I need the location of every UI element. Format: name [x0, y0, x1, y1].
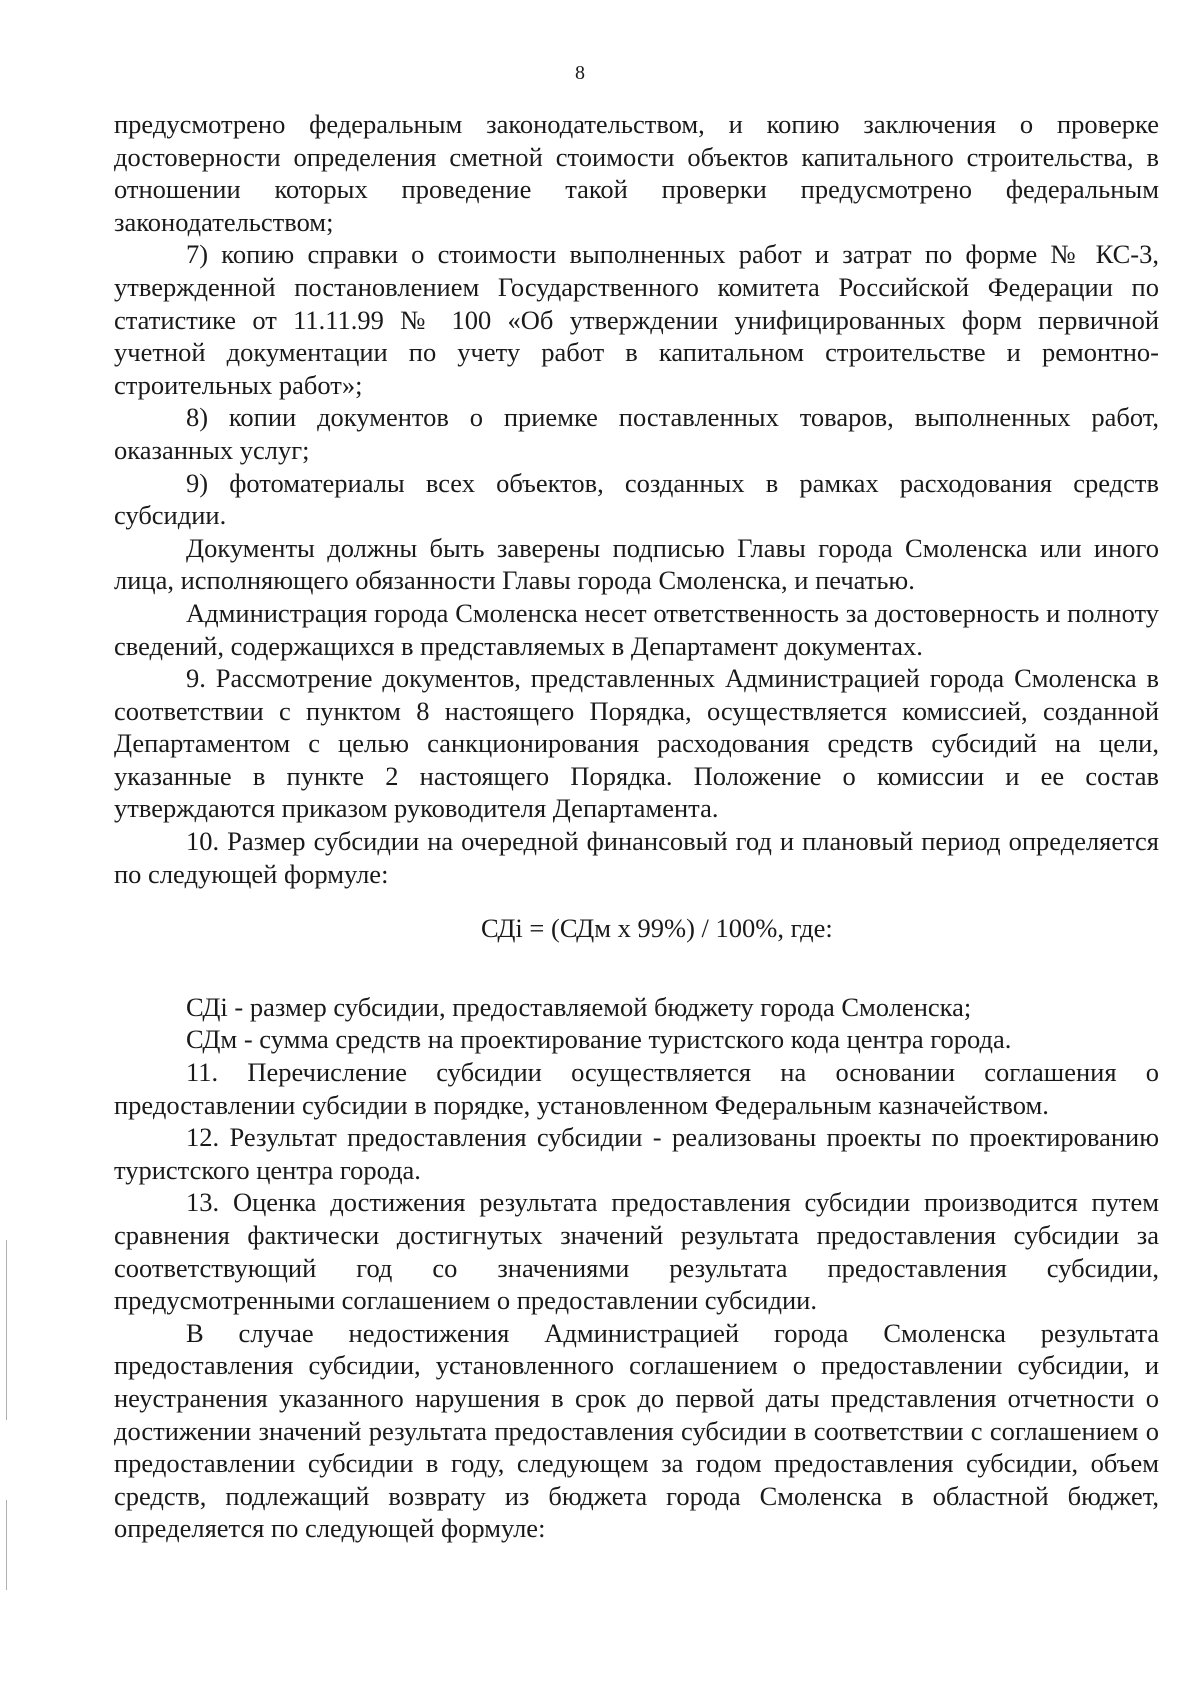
paragraph-clause-12: 12. Результат предоставления субсидии - реализованы проекты по проектированию туристского центра города. [114, 1122, 1159, 1185]
paragraph-item-8: 8) копии документов о приемке поставленных товаров, выполненных работ, оказанных услуг; [114, 402, 1159, 465]
paragraph-clause-11: 11. Перечисление субсидии осуществляется на основании соглашения о предоставлении субсидии в порядке, установленном Федеральным казначейством. [114, 1057, 1159, 1120]
page-number: 8 [575, 62, 585, 84]
paragraph-refund-condition: В случае недостижения Администрацией города Смоленска результата предоставления субсидии, установленного соглашением о предоставлении субсидии, и неустранения указанного нарушения в срок до первой даты представления отчетности о достижении значений результата предоставления субсидии в соответствии с соглашением о предоставлении субсидии в году, следующем за годом предоставления субсидии, объем средств, подлежащий возврату из бюджета города Смоленска в областной бюджет, определяется по следующей формуле: [114, 1317, 1159, 1544]
paragraph-responsibility: Администрация города Смоленска несет ответственность за достоверность и полноту сведений, содержащихся в представляемых в Департамент документах. [114, 597, 1159, 661]
paragraph-definition-sdi: СДi - размер субсидии, предоставляемой бюджету города Смоленска; [186, 991, 972, 1022]
paragraph-clause-10: 10. Размер субсидии на очередной финансовый год и плановый период определяется по следующей формуле: [114, 826, 1159, 889]
paragraph-continuation: предусмотрено федеральным законодательством, и копию заключения о проверке достоверности определения сметной стоимости объектов капитального строительства, в отношении которых проведение такой проверки предусмотрено федеральным законодательством; [114, 109, 1159, 237]
scan-margin-mark [6, 1240, 7, 1420]
paragraph-clause-9: 9. Рассмотрение документов, представленных Администрацией города Смоленска в соответствии с пунктом 8 настоящего Порядка, осуществляется комиссией, созданной Департаментом с целью санкционирования расходования средств субсидий на цели, указанные в пункте 2 настоящего Порядка. Положение о комиссии и ее состав утверждаются приказом руководителя Департамента. [114, 663, 1159, 824]
paragraph-certification: Документы должны быть заверены подписью Главы города Смоленска или иного лица, исполняющего обязанности Главы города Смоленска, и печатью. [114, 532, 1159, 596]
subsidy-formula: СДi = (СДм x 99%) / 100%, где: [481, 913, 833, 944]
paragraph-item-9: 9) фотоматериалы всех объектов, созданных в рамках расходования средств субсидии. [114, 467, 1159, 531]
paragraph-clause-13: 13. Оценка достижения результата предоставления субсидии производится путем сравнения фактически достигнутых значений результата предоставления субсидии за соответствующий год со значениями результата предоставления субсидии, предусмотренными соглашением о предоставлении субсидии. [114, 1187, 1159, 1316]
paragraph-definition-sdm: СДм - сумма средств на проектирование туристского кода центра города. [186, 1024, 1012, 1055]
document-body [114, 108, 1159, 1545]
scan-margin-mark [6, 1500, 7, 1590]
paragraph-item-7: 7) копию справки о стоимости выполненных работ и затрат по форме № КС-3, утвержденной постановлением Государственного комитета Российской Федерации по статистике от 11.11.99 № 100 «Об утверждении унифицированных форм первичной учетной документации по учету работ в капитальном строительстве и ремонтно-строительных работ»; [114, 239, 1159, 400]
